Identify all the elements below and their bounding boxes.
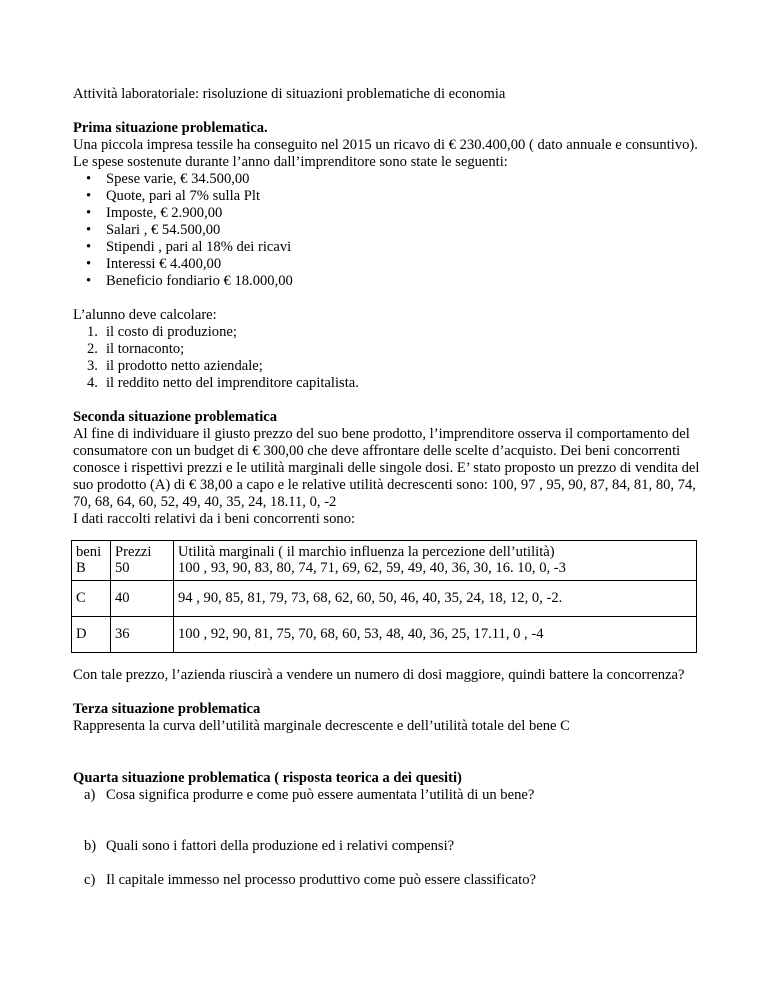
task-intro: L’alunno deve calcolare:	[73, 307, 217, 323]
section-heading: Quarta situazione problematica ( risposta teorica a dei quesiti)	[73, 770, 462, 786]
cell-prezzo: 40	[111, 581, 174, 617]
section-body: Rappresenta la curva dell’utilità marginale decrescente e dell’utilità totale del bene C	[73, 718, 570, 734]
item-text: Il capitale immesso nel processo produttivo come può essere classificato?	[106, 872, 536, 888]
list-item: • Salari , € 54.500,00	[73, 222, 703, 239]
item-text: Cosa significa produrre e come può essere aumentata l’utilità di un bene?	[106, 787, 535, 803]
cell-utilita: 100 , 92, 90, 81, 75, 70, 68, 60, 53, 48, 40, 36, 25, 17.11, 0 , -4	[174, 617, 697, 653]
section-intro: Una piccola impresa tessile ha conseguito nel 2015 un ricavo di € 230.400,00 ( dato annuale e consuntivo). Le spese sostenute durante l’anno dall’imprenditore sono state le seguenti:	[73, 137, 698, 170]
cell-bene: B	[76, 560, 86, 576]
item-number: 3.	[87, 358, 98, 374]
expense-list	[73, 171, 703, 290]
table-row	[72, 541, 697, 581]
section-terza-situazione	[73, 701, 703, 735]
cell-bene: D	[72, 617, 111, 653]
table-row	[72, 581, 697, 617]
list-item	[73, 787, 703, 804]
competitor-goods-table	[71, 540, 697, 653]
list-item	[73, 341, 703, 358]
item-letter: c)	[84, 872, 96, 888]
cell-bene: C	[72, 581, 111, 617]
document-page	[73, 86, 703, 889]
item-text: il costo di produzione;	[106, 324, 237, 340]
table-cell	[72, 541, 111, 581]
table-row	[72, 617, 697, 653]
section-question: Con tale prezzo, l’azienda riuscirà a vendere un numero di dosi maggiore, quindi battere la concorrenza?	[73, 667, 685, 683]
cell-prezzo: 36	[111, 617, 174, 653]
question-list	[73, 787, 703, 889]
item-text: il reddito netto del imprenditore capitalista.	[106, 375, 359, 391]
list-item: • Stipendi , pari al 18% dei ricavi	[73, 239, 703, 256]
list-item	[73, 838, 703, 855]
document-title: Attività laboratoriale: risoluzione di situazioni problematiche di economia	[73, 86, 506, 102]
cell-utilita: 100 , 93, 90, 83, 80, 74, 71, 69, 62, 59, 49, 40, 36, 30, 16. 10, 0, -3	[178, 560, 566, 576]
section-heading: Seconda situazione problematica	[73, 409, 278, 425]
header-beni: beni	[76, 544, 102, 560]
header-utilita: Utilità marginali ( il marchio influenza la percezione dell’utilità)	[178, 544, 555, 560]
list-item	[73, 358, 703, 375]
list-item: • Interessi € 4.400,00	[73, 256, 703, 273]
section-body: Al fine di individuare il giusto prezzo del suo bene prodotto, l’imprenditore osserva il comportamento del consumatore con un budget di € 300,00 che deve affrontare delle scelte d’acquisto. Dei beni concorrenti conosce i rispettivi prezzi e le utilità marginali delle singole dosi. E’ stato proposto un prezzo di vendita del suo prodotto (A) di € 38,00 a capo e le relative utilità decrescenti sono: 100, 97 , 95, 90, 87, 84, 81, 80, 74, 70, 68, 64, 60, 52, 49, 40, 35, 24, 18.11, 0, -2	[73, 426, 700, 510]
list-item: • Beneficio fondiario € 18.000,00	[73, 273, 703, 290]
item-text: il prodotto netto aziendale;	[106, 358, 263, 374]
item-text: il tornaconto;	[106, 341, 185, 357]
section-heading: Terza situazione problematica	[73, 701, 261, 717]
item-number: 1.	[87, 324, 98, 340]
item-number: 4.	[87, 375, 98, 391]
header-prezzi: Prezzi	[115, 544, 152, 560]
item-text: Quali sono i fattori della produzione ed i relativi compensi?	[106, 838, 455, 854]
cell-prezzo: 50	[115, 560, 130, 576]
task-list	[73, 324, 703, 392]
item-letter: b)	[84, 838, 97, 854]
cell-utilita: 94 , 90, 85, 81, 79, 73, 68, 62, 60, 50, 46, 40, 35, 24, 18, 12, 0, -2.	[174, 581, 697, 617]
list-item	[73, 324, 703, 341]
section-seconda-situazione	[73, 409, 703, 684]
list-item	[73, 872, 703, 889]
item-letter: a)	[84, 787, 96, 803]
section-quarta-situazione	[73, 770, 703, 889]
table-intro: I dati raccolti relativi da i beni concorrenti sono:	[73, 511, 356, 527]
table-cell	[111, 541, 174, 581]
table-cell	[174, 541, 697, 581]
list-item: • Spese varie, € 34.500,00	[73, 171, 703, 188]
list-item	[73, 375, 703, 392]
list-item: • Quote, pari al 7% sulla Plt	[73, 188, 703, 205]
list-item: • Imposte, € 2.900,00	[73, 205, 703, 222]
section-prima-situazione	[73, 120, 703, 392]
section-heading: Prima situazione problematica.	[73, 120, 268, 136]
item-number: 2.	[87, 341, 98, 357]
